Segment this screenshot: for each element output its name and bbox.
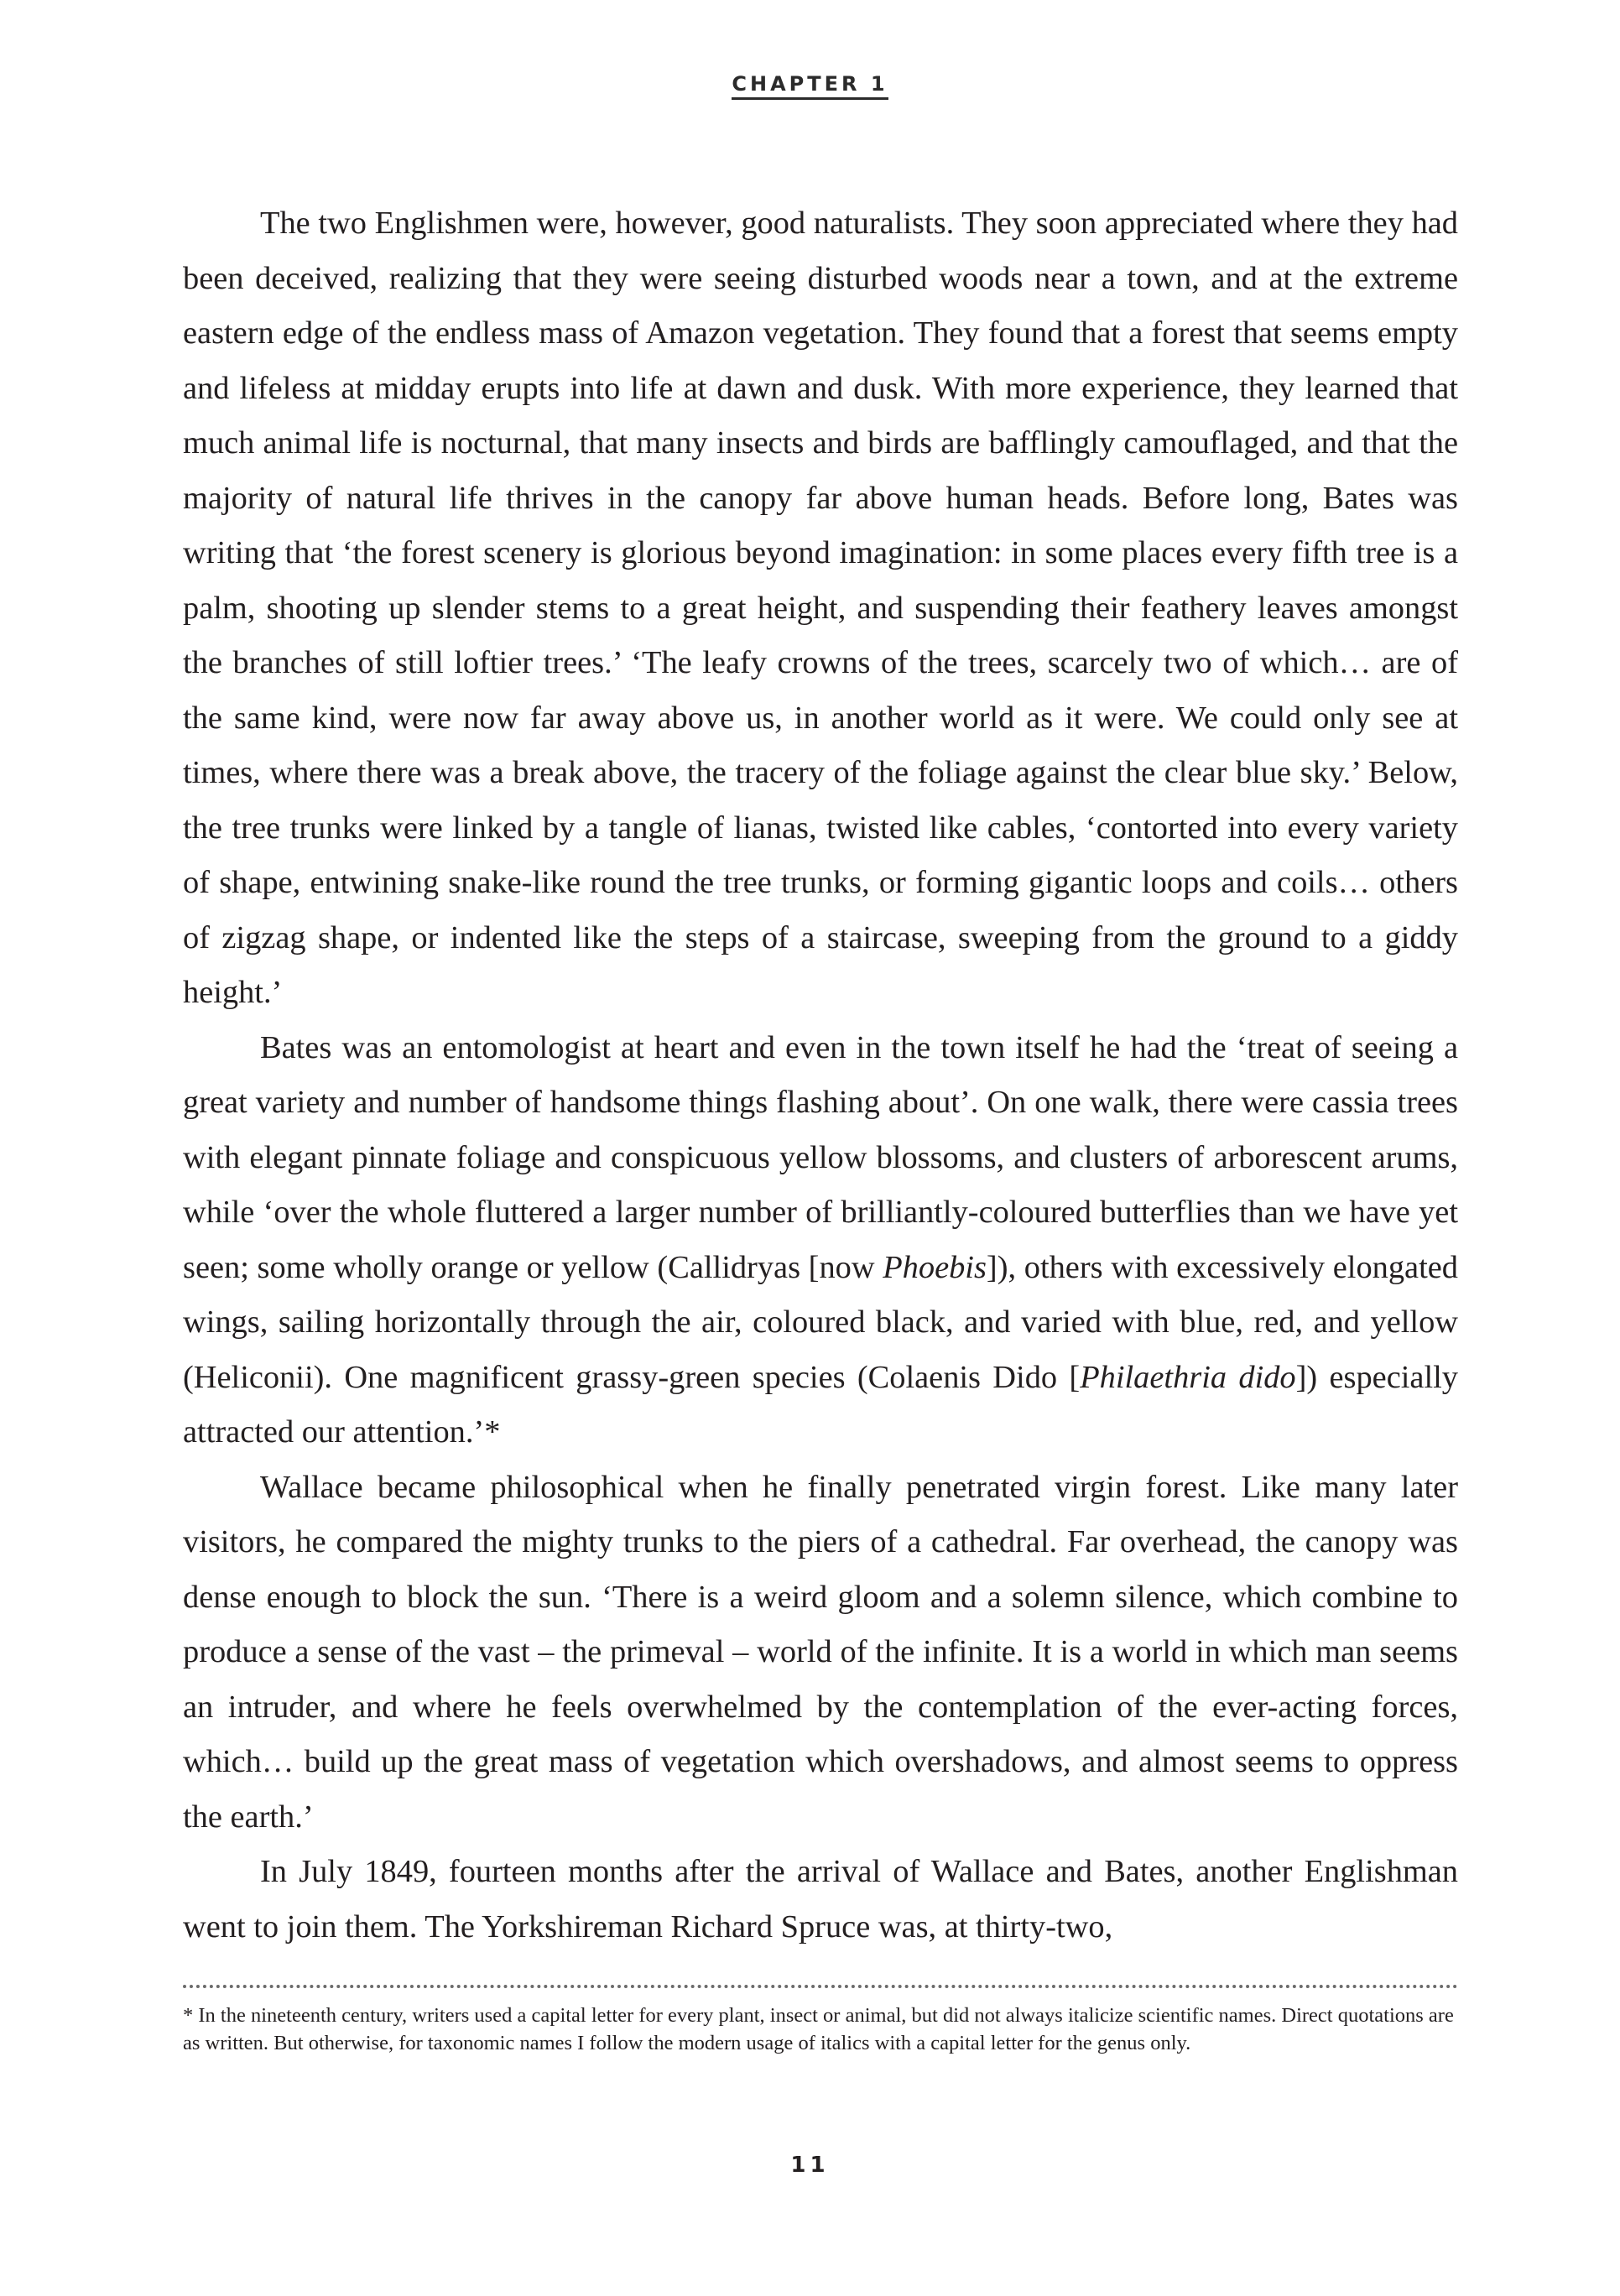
paragraph-3	[183, 1460, 1458, 1846]
italic-genus-phoebis: Phoebis	[883, 1249, 987, 1285]
footnote: * In the nineteenth century, writers used a capital letter for every plant, insect or animal, but did not always italicize scientific names. Direct quotations are as written. But otherwise, for taxonomic names I follow the modern usage of italics with a capital letter for the genus only.	[183, 2004, 1454, 2054]
footnote-divider	[183, 1985, 1458, 1988]
paragraph-3-text: Wallace became philosophical when he finally penetrated virgin forest. Like many later visitors, he compared the mighty trunks to the piers of a cathedral. Far overhead, the canopy was dense enough to block the sun. ‘There is a weird gloom and a solemn silence, which combine to produce a sense of the vast – the primeval – world of the infinite. It is a world in which man seems an intruder, and where he feels overwhelmed by the contemplation of the ever-acting forces, which… build up the great mass of vegetation which overshadows, and almost seems to oppress the earth.’	[183, 1469, 1458, 1835]
paragraph-1-text: The two Englishmen were, however, good naturalists. They soon appreciated where they had been deceived, realizing that they were seeing disturbed woods near a town, and at the extreme eastern edge of the endless mass of Amazon vegetation. They found that a forest that seems empty and lifeless at midday erupts into life at dawn and dusk. With more experience, they learned that much animal life is nocturnal, that many insects and birds are bafflingly camouflaged, and that the majority of natural life thrives in the canopy far above human heads. Before long, Bates was writing that ‘the forest scenery is glorious beyond imagination: in some places every fifth tree is a palm, shooting up slender stems to a great height, and suspending their feathery leaves amongst the branches of still loftier trees.’ ‘The leafy crowns of the trees, scarcely two of which… are of the same kind, were now far away above us, in another world as it were. We could only see at times, where there was a break above, the tracery of the foliage against the clear blue sky.’ Below, the tree trunks were linked by a tangle of lianas, twisted like cables, ‘contorted into every variety of shape, entwining snake-like round the tree trunks, or forming gigantic loops and coils… others of zigzag shape, or indented like the steps of a staircase, sweeping from the ground to a giddy height.’	[183, 206, 1458, 1010]
italic-species-philaethria-dido: Philaethria dido	[1080, 1359, 1296, 1395]
body-text	[183, 196, 1458, 1955]
paragraph-2-text-a: Bates was an entomologist at heart and even in the town itself he had the ‘treat of seeing a great variety and number of handsome things flashing about’. On one walk, there were cassia trees with elegant pinnate foliage and conspicuous yellow blossoms, and clusters of arborescent arums, while ‘over the whole fluttered a larger number of brilliantly-coloured butterflies than we have yet seen; some wholly orange or yellow (Callidryas [now	[183, 1029, 1458, 1285]
paragraph-2-text-c: ]) especially attracted our attention.’*	[183, 1359, 1458, 1450]
paragraph-2-text-b: ]), others with excessively elongated wings, sailing horizontally through the air, coloured black, and varied with blue, red, and yellow (Heliconii). One magnificent grassy-green species (Colaenis Dido [	[183, 1249, 1458, 1395]
paragraph-1	[183, 196, 1458, 1021]
paragraph-2	[183, 1021, 1458, 1460]
paragraph-4	[183, 1845, 1458, 1955]
chapter-label: CHAPTER 1	[732, 72, 888, 100]
page-number: 11	[790, 2153, 830, 2178]
paragraph-4-text: In July 1849, fourteen months after the arrival of Wallace and Bates, another Englishman went to join them. The Yorkshireman Richard Spruce was, at thirty-two,	[183, 1854, 1458, 1945]
running-head	[0, 72, 1620, 96]
